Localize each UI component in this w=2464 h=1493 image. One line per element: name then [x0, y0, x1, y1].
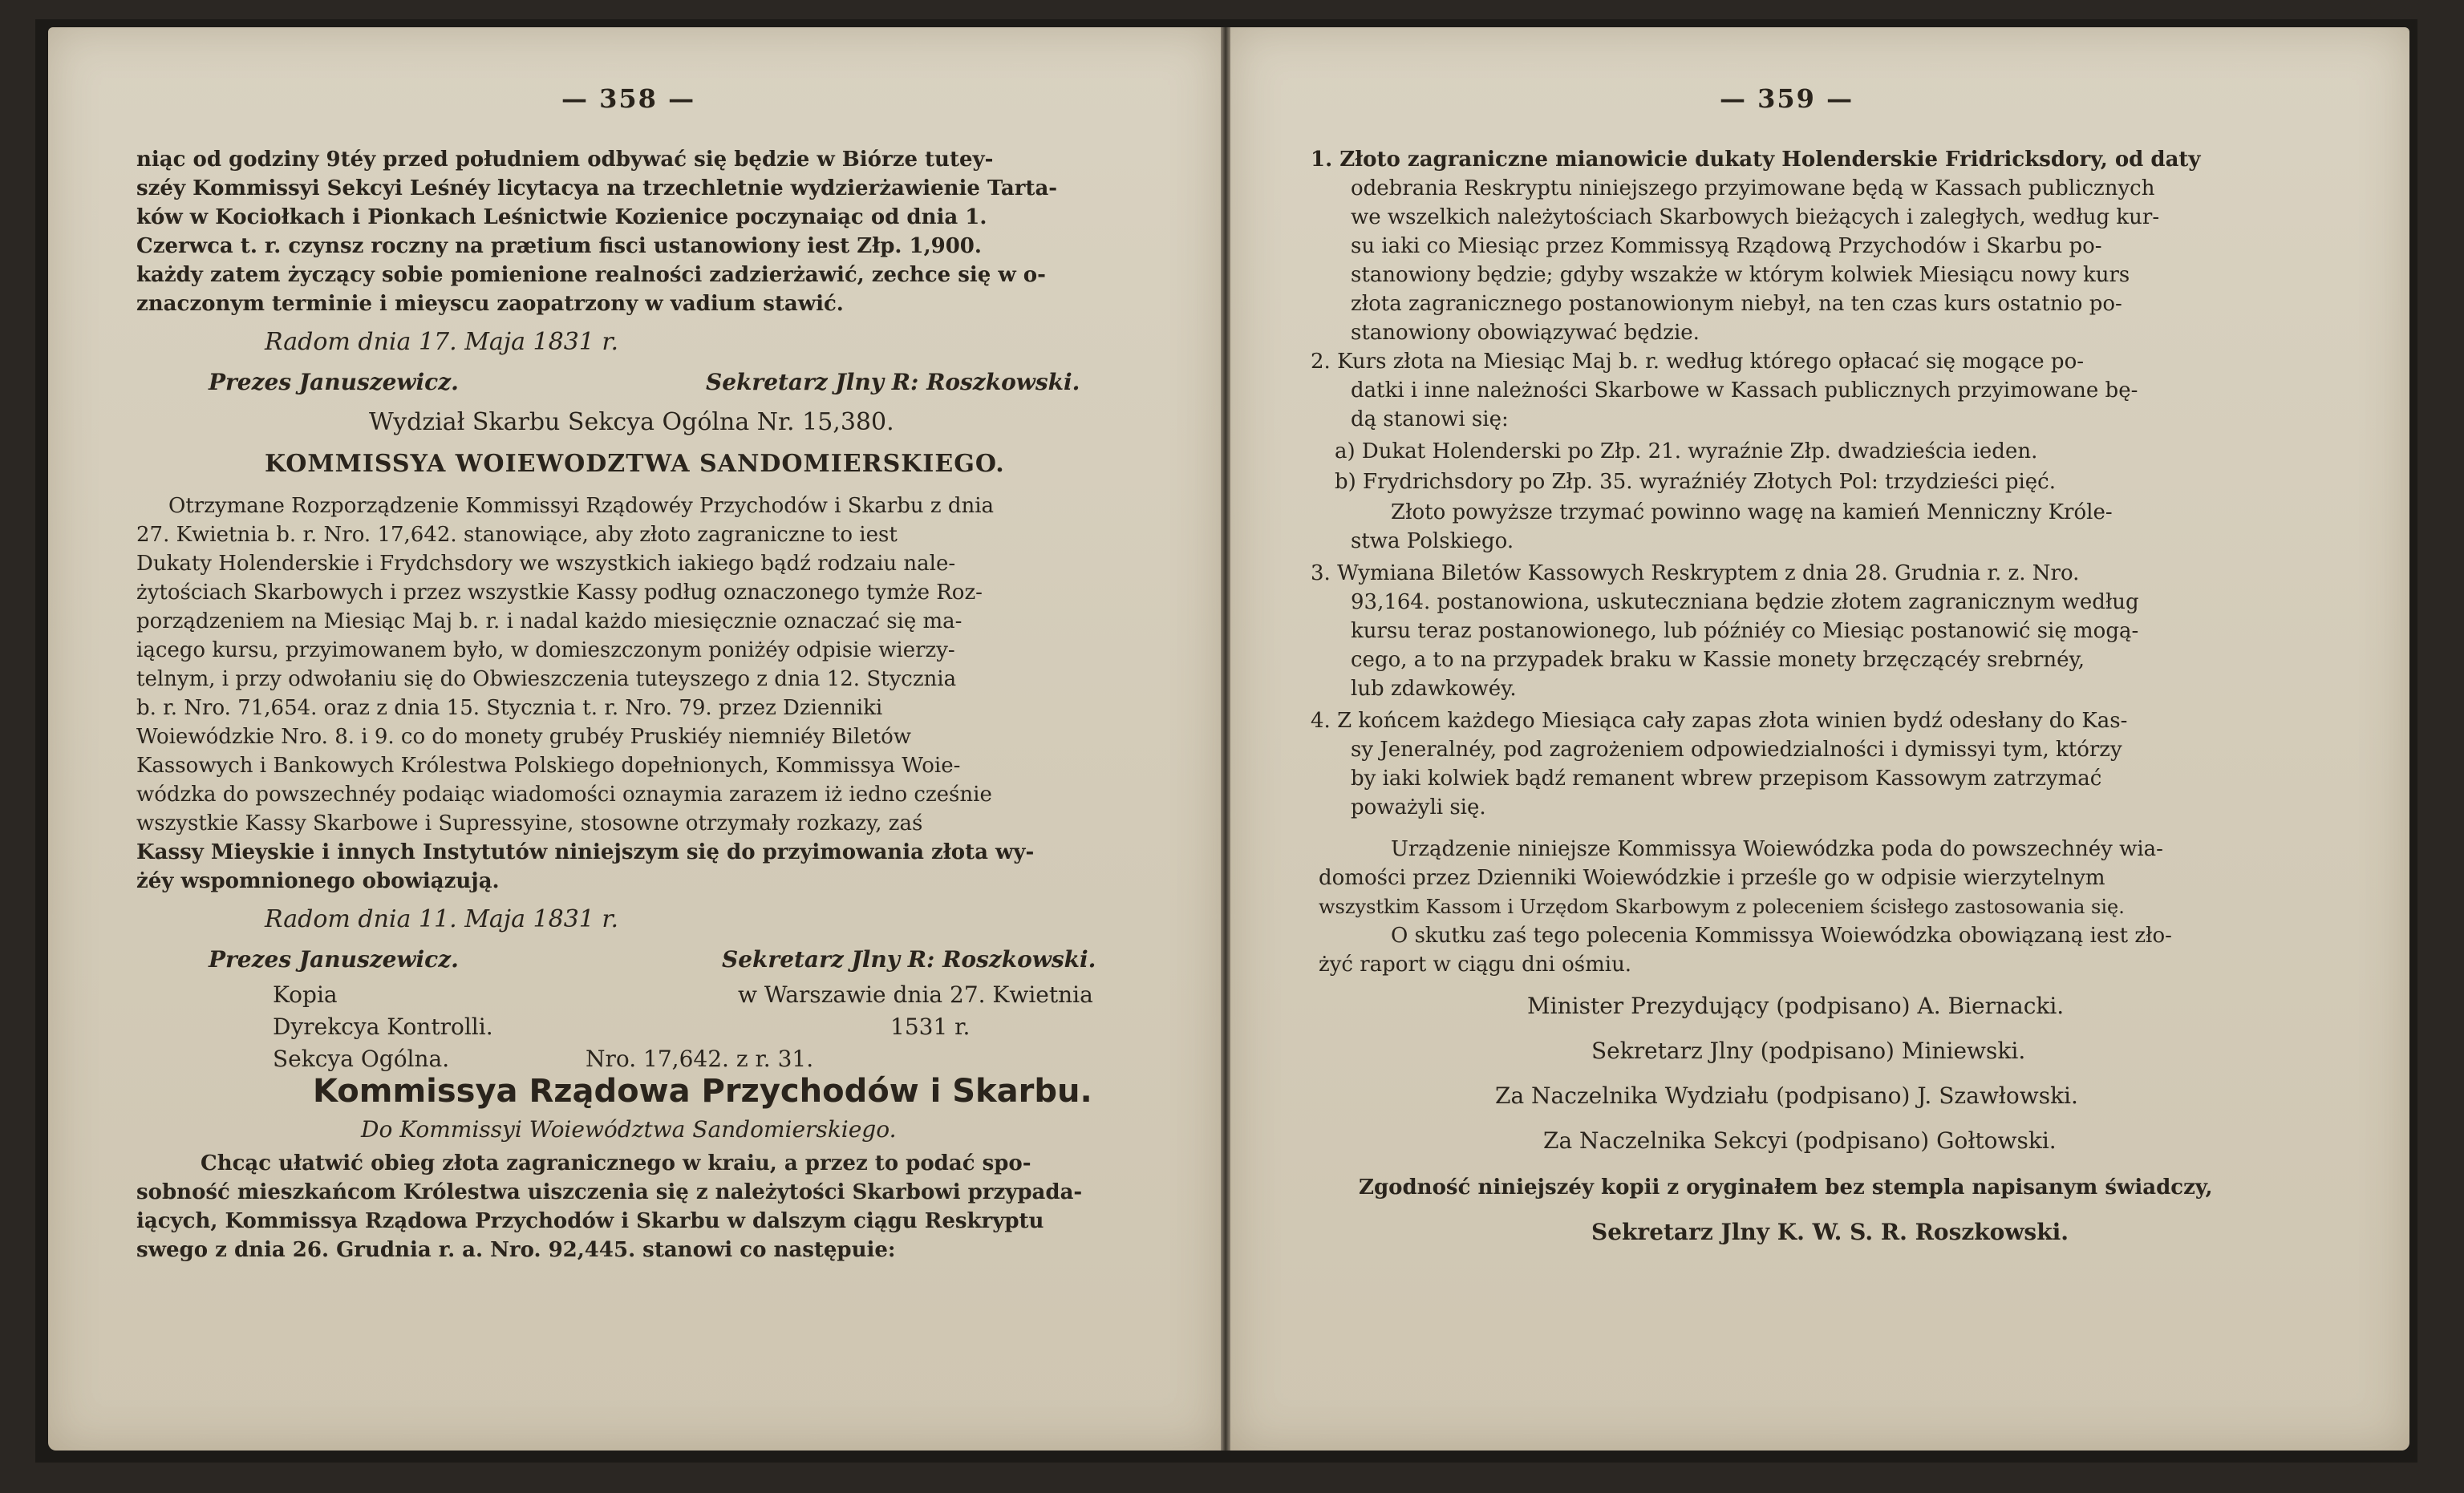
- date-line: Radom dnia 11. Maja 1831 r.: [265, 905, 618, 933]
- text-line: żyć raport w ciągu dni ośmiu.: [1319, 953, 1632, 977]
- page-number: — 358 —: [561, 83, 696, 114]
- book-gutter: [1221, 27, 1230, 1451]
- addressee-heading: Do Kommissyi Woiewództwa Sandomierskiego.: [361, 1116, 897, 1143]
- kopia-nro: Nro. 17,642. z r. 31.: [586, 1046, 814, 1072]
- text-line: każdy zatem życzący sobie pomienione realności zadzierżawić, zechce się w o-: [136, 263, 1046, 287]
- text-line: niąc od godziny 9téy przed południem odbywać się będzie w Biórze tutey-: [136, 148, 994, 172]
- section-heading: KOMMISSYA WOIEWODZTWA SANDOMIERSKIEGO.: [265, 450, 1005, 478]
- right-page: [1230, 27, 2409, 1451]
- text-line: Urządzenie niniejsze Kommissya Woiewódzka poda do powszechnéy wia-: [1391, 837, 2163, 861]
- text-line: b. r. Nro. 71,654. oraz z dnia 15. Stycznia t. r. Nro. 79. przez Dzienniki: [136, 696, 883, 720]
- text-line: Złoto powyższe trzymać powinno wagę na kamień Menniczny Króle-: [1391, 500, 2113, 524]
- signature-line: Sekretarz Jlny (podpisano) Miniewski.: [1591, 1038, 2026, 1064]
- text-line: iących, Kommissya Rządowa Przychodów i Skarbu w dalszym ciągu Reskryptu: [136, 1209, 1044, 1233]
- kopia-dyrekcya: Dyrekcya Kontrolli.: [273, 1014, 493, 1040]
- text-line: stanowiony obowiązywać będzie.: [1351, 321, 1700, 345]
- text-line: telnym, i przy odwołaniu się do Obwieszczenia tuteyszego z dnia 12. Stycznia: [136, 667, 957, 691]
- text-line: wszystkie Kassy Skarbowe i Supressyine, stosowne otrzymały rozkazy, zaś: [136, 811, 923, 836]
- text-line: żytościach Skarbowych i przez wszystkie Kassy podług oznaczonego tymże Roz-: [136, 581, 983, 605]
- text-line: znaczonym terminie i mieyscu zaopatrzony w vadium stawić.: [136, 292, 844, 316]
- text-line: odebrania Reskryptu niniejszego przyimowane będą w Kassach publicznych: [1351, 176, 2155, 200]
- text-line: 4. Z końcem każdego Miesiąca cały zapas złota winien bydź odesłany do Kas-: [1311, 709, 2128, 733]
- secretary-signature: Sekretarz Jlny R: Roszkowski.: [706, 369, 1080, 395]
- text-line: kursu teraz postanowionego, lub późniéy co Miesiąc postanowić się mogą-: [1351, 619, 2139, 643]
- text-line: datki i inne należności Skarbowe w Kassach publicznych przyimowane bę-: [1351, 378, 2138, 403]
- text-line: by iaki kolwiek bądź remanent wbrew przepisom Kassowym zatrzymać: [1351, 767, 2102, 791]
- text-line: wszystkim Kassom i Urzędom Skarbowym z poleceniem ścisłego zastosowania się.: [1319, 896, 2125, 918]
- text-line: stanowiony będzie; gdyby wszakże w którym kolwiek Miesiącu nowy kurs: [1351, 263, 2130, 287]
- text-line: swego z dnia 26. Grudnia r. a. Nro. 92,445. stanowi co następuie:: [136, 1238, 896, 1262]
- book-spread: [35, 19, 2417, 1463]
- text-line: O skutku zaś tego polecenia Kommissya Woiewódzka obowiązaną iest zło-: [1391, 924, 2172, 948]
- text-line: Woiewódzkie Nro. 8. i 9. co do monety grubéy Pruskiéy niemniéy Biletów: [136, 725, 911, 749]
- text-line: sy Jeneralnéy, pod zagrożeniem odpowiedzialności i dymissyi tym, którzy: [1351, 738, 2122, 762]
- text-line: lub zdawkowéy.: [1351, 677, 1517, 701]
- text-line: Kassowych i Bankowych Królestwa Polskiego dopełnionych, Kommissya Woie-: [136, 754, 961, 778]
- text-line: poważyli się.: [1351, 795, 1486, 819]
- text-line: 3. Wymiana Biletów Kassowych Reskryptem z dnia 28. Grudnia r. z. Nro.: [1311, 561, 2080, 585]
- kopia-place-date: w Warszawie dnia 27. Kwietnia: [738, 981, 1093, 1008]
- text-line: ków w Kociołkach i Pionkach Leśnictwie Kozienice poczynaiąc od dnia 1.: [136, 205, 987, 229]
- president-signature: Prezes Januszewicz.: [209, 369, 459, 395]
- text-line: dą stanowi się:: [1351, 407, 1509, 431]
- text-line: żéy wspomnionego obowiązują.: [136, 869, 500, 893]
- text-line: porządzeniem na Miesiąc Maj b. r. i nadal każdo miesięcznie oznaczać się ma-: [136, 609, 962, 633]
- text-line: Czerwca t. r. czynsz roczny na prætium fisci ustanowiony iest Złp. 1,900.: [136, 234, 982, 258]
- kommissya-heading: Kommissya Rządowa Przychodów i Skarbu.: [313, 1073, 1092, 1110]
- date-line: Radom dnia 17. Maja 1831 r.: [265, 328, 618, 356]
- text-line: széy Kommissyi Sekcyi Leśnéy licytacya na trzechletnie wydzierżawienie Tarta-: [136, 176, 1058, 200]
- attestation-line: Zgodność niniejszéy kopii z oryginałem bez stempla napisanym świadczy,: [1359, 1175, 2213, 1200]
- text-line: 93,164. postanowiona, uskuteczniana będzie złotem zagranicznym według: [1351, 590, 2139, 614]
- text-line: 2. Kurs złota na Miesiąc Maj b. r. według którego opłacać się mogące po-: [1311, 350, 2085, 374]
- text-line: domości przez Dzienniki Woiewódzkie i prześle go w odpisie wierzytelnym: [1319, 866, 2105, 890]
- text-line: wódzka do powszechnéy podaiąc wiadomości oznaymia zarazem iż iedno cześnie: [136, 783, 992, 807]
- text-line: 1. Złoto zagraniczne mianowicie dukaty Holenderskie Fridricksdory, od daty: [1311, 148, 2201, 172]
- kopia-year: 1531 r.: [890, 1014, 971, 1040]
- text-line: iącego kursu, przyimowanem było, w domieszczonym poniżéy odpisie wierzy-: [136, 638, 955, 662]
- signature-line: Za Naczelnika Sekcyi (podpisano) Gołtowski.: [1543, 1127, 2057, 1154]
- text-line: Otrzymane Rozporządzenie Kommissyi Rządowéy Przychodów i Skarbu z dnia: [168, 494, 995, 518]
- text-line: b) Frydrichsdory po Złp. 35. wyraźniéy Złotych Pol: trzydzieści pięć.: [1335, 470, 2056, 494]
- signature-line: Za Naczelnika Wydziału (podpisano) J. Szawłowski.: [1495, 1082, 2078, 1109]
- text-line: Chcąc ułatwić obieg złota zagranicznego w kraiu, a przez to podać spo-: [201, 1151, 1031, 1175]
- text-line: 27. Kwietnia b. r. Nro. 17,642. stanowiące, aby złoto zagraniczne to iest: [136, 523, 898, 547]
- text-line: Dukaty Holenderskie i Frydchsdory we wszystkich iakiego bądź rodzaiu nale-: [136, 552, 956, 576]
- text-line: cego, a to na przypadek braku w Kassie monety brzęczącéy srebrnéy,: [1351, 648, 2085, 672]
- page-number: — 359 —: [1720, 83, 1854, 114]
- text-line: sobność mieszkańcom Królestwa uiszczenia się z należytości Skarbowi przypada-: [136, 1180, 1083, 1204]
- president-signature: Prezes Januszewicz.: [209, 946, 459, 973]
- kopia-label: Kopia: [273, 981, 338, 1008]
- secretary-signature: Sekretarz Jlny R: Roszkowski.: [722, 946, 1096, 973]
- text-line: su iaki co Miesiąc przez Kommissyą Rządową Przychodów i Skarbu po-: [1351, 234, 2102, 258]
- wydzial-line: Wydział Skarbu Sekcya Ogólna Nr. 15,380.: [369, 408, 894, 436]
- signature-line: Minister Prezydujący (podpisano) A. Biernacki.: [1527, 993, 2065, 1019]
- text-line: we wszelkich należytościach Skarbowych bieżących i zaległych, według kur-: [1351, 205, 2160, 229]
- text-line: stwa Polskiego.: [1351, 529, 1514, 553]
- text-line: a) Dukat Holenderski po Złp. 21. wyraźnie Złp. dwadzieścia ieden.: [1335, 439, 2038, 463]
- left-page: [48, 27, 1221, 1451]
- text-line: złota zagranicznego postanowionym niebył, na ten czas kurs ostatnio po-: [1351, 292, 2122, 316]
- final-signature: Sekretarz Jlny K. W. S. R. Roszkowski.: [1591, 1219, 2069, 1245]
- text-line: Kassy Mieyskie i innych Instytutów niniejszym się do przyimowania złota wy-: [136, 840, 1035, 864]
- kopia-sekcya: Sekcya Ogólna.: [273, 1046, 450, 1072]
